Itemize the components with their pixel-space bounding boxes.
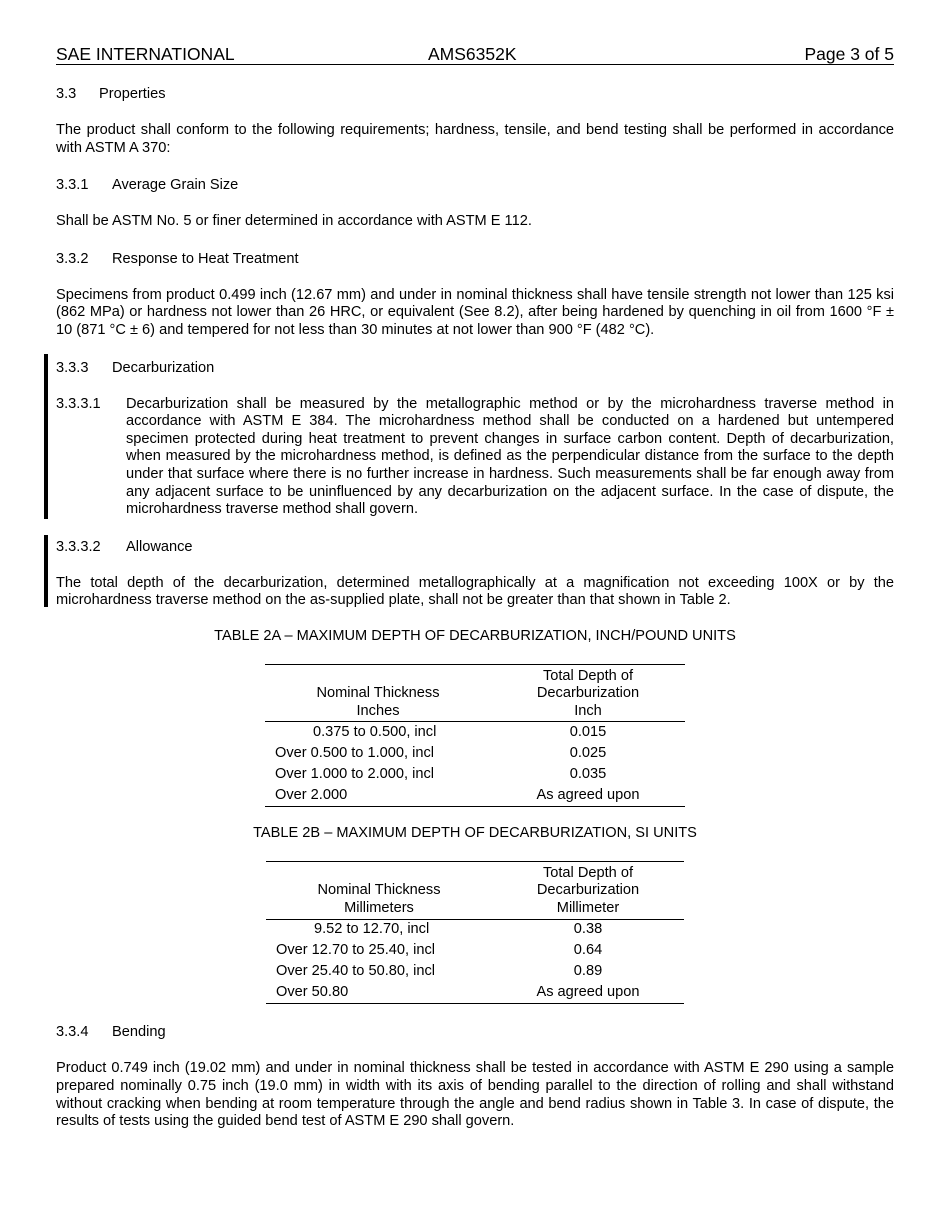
section-title: Allowance — [126, 538, 193, 555]
section-title: Bending — [112, 1024, 166, 1041]
table-header-row — [265, 664, 685, 722]
section-number: 3.3.1 — [56, 177, 89, 194]
table-row — [265, 743, 685, 764]
section-number: 3.3.4 — [56, 1024, 89, 1041]
header-doc-number: AMS6352K — [428, 44, 517, 64]
table-2b-caption: TABLE 2B – MAXIMUM DEPTH OF DECARBURIZATION, SI UNITS — [253, 825, 697, 842]
column-header-total-depth: Total Depth of Decarburization Millimeter — [492, 861, 684, 919]
table-row — [266, 961, 684, 982]
table-row — [265, 785, 685, 806]
section-title: Properties — [99, 86, 166, 102]
table-cell: 0.015 — [569, 723, 607, 740]
table-cell: Over 2.000 — [275, 786, 348, 803]
section-heading-3-3 — [56, 86, 894, 104]
revision-bar — [44, 535, 48, 607]
column-header-total-depth: Total Depth of Decarburization Inch — [491, 664, 685, 722]
section-heading-3-3-3 — [56, 360, 894, 378]
table-2a — [265, 664, 685, 808]
table-cell: Over 25.40 to 50.80, incl — [276, 963, 436, 980]
table-2a-caption: TABLE 2A – MAXIMUM DEPTH OF DECARBURIZATION, INCH/POUND UNITS — [214, 627, 736, 644]
table-cell: Over 1.000 to 2.000, incl — [275, 765, 435, 782]
table-cell: 0.025 — [569, 744, 607, 761]
table-cell: 9.52 to 12.70, incl — [314, 921, 430, 938]
table-cell: 0.89 — [573, 963, 603, 980]
table-cell: 0.38 — [573, 921, 603, 938]
table-2b — [266, 861, 684, 1005]
section-title: Decarburization — [112, 359, 215, 376]
table-cell: 0.035 — [569, 765, 607, 782]
table-row — [266, 941, 684, 962]
page-header — [56, 44, 894, 65]
section-heading-3-3-1 — [56, 177, 894, 195]
section-paragraph: Shall be ASTM No. 5 or finer determined in accordance with ASTM E 112. — [56, 213, 532, 230]
section-title: Average Grain Size — [112, 177, 239, 194]
section-paragraph: The product shall conform to the following requirements; hardness, tensile, and bend testing shall be performed in accordance with ASTM A 370: — [56, 122, 894, 156]
table-row — [265, 722, 685, 743]
section-number: 3.3 — [56, 86, 77, 102]
section-paragraph: Specimens from product 0.499 inch (12.67 mm) and under in nominal thickness shall have tensile strength not lower than 125 ksi (862 MPa) or hardness not lower than 26 HRC, or equivalent (See 8.2), after being hardened by quenching in oil from 1600 °F ± 10 (871 °C ± 6) and tempered for not less than 30 minutes at not lower than 900 °F (482 °C). — [56, 286, 894, 338]
table-header-row — [266, 861, 684, 919]
section-heading-3-3-3-2 — [56, 539, 894, 557]
table-cell: 0.64 — [573, 942, 603, 959]
section-title: Response to Heat Treatment — [112, 250, 299, 267]
column-header-nominal-thickness: Nominal Thickness Millimeters — [266, 861, 492, 919]
section-paragraph-3-3-3-1 — [56, 396, 894, 519]
section-heading-3-3-4 — [56, 1024, 894, 1042]
table-cell: Over 50.80 — [276, 984, 349, 1001]
table-row — [265, 764, 685, 785]
header-page-number: Page 3 of 5 — [804, 44, 894, 64]
document-page — [56, 44, 894, 1131]
section-number: 3.3.2 — [56, 250, 89, 267]
table-cell: As agreed upon — [536, 984, 640, 1001]
section-number: 3.3.3 — [56, 359, 89, 376]
table-cell: Over 12.70 to 25.40, incl — [276, 942, 436, 959]
column-header-nominal-thickness: Nominal Thickness Inches — [265, 664, 491, 722]
table-row — [266, 919, 684, 940]
table-cell: As agreed upon — [536, 786, 640, 803]
table-cell: 0.375 to 0.500, incl — [313, 723, 437, 740]
section-number: 3.3.3.2 — [56, 538, 101, 555]
section-text: Decarburization shall be measured by the metallographic method or by the microhardness traverse method in accordance with ASTM E 384. The microhardness method shall be conducted on a hardened but untempered specimen protected during heat treatment to prevent changes in surface carbon content. Depth of decarburization, when measured by the microhardness method, is defined as the perpendicular distance from the surface to the depth under that surface where there is no further increase in hardness. Such measurements shall be far enough away from any adjacent surface to be uninfluenced by any decarburization on the adjacent surface. In the case of dispute, the microhardness traverse method shall govern. — [126, 395, 894, 518]
revision-bar — [44, 354, 48, 519]
section-paragraph: Product 0.749 inch (19.02 mm) and under in nominal thickness shall be tested in accordance with ASTM E 290 using a sample prepared nominally 0.75 inch (19.0 mm) in width with its axis of bending parallel to the direction of rolling and shall withstand without cracking when bending at room temperature through the angle and bend radius shown in Table 3. In case of dispute, the results of tests using the guided bend test of ASTM E 290 shall govern. — [56, 1060, 894, 1130]
table-cell: Over 0.500 to 1.000, incl — [275, 744, 435, 761]
section-heading-3-3-2 — [56, 251, 894, 269]
section-number: 3.3.3.1 — [56, 395, 101, 412]
header-organization: SAE INTERNATIONAL — [56, 44, 235, 64]
table-row — [266, 982, 684, 1003]
section-paragraph: The total depth of the decarburization, determined metallographically at a magnification not exceeding 100X or by the microhardness traverse method on the as-supplied plate, shall not be greater than that shown in Table 2. — [56, 574, 894, 609]
